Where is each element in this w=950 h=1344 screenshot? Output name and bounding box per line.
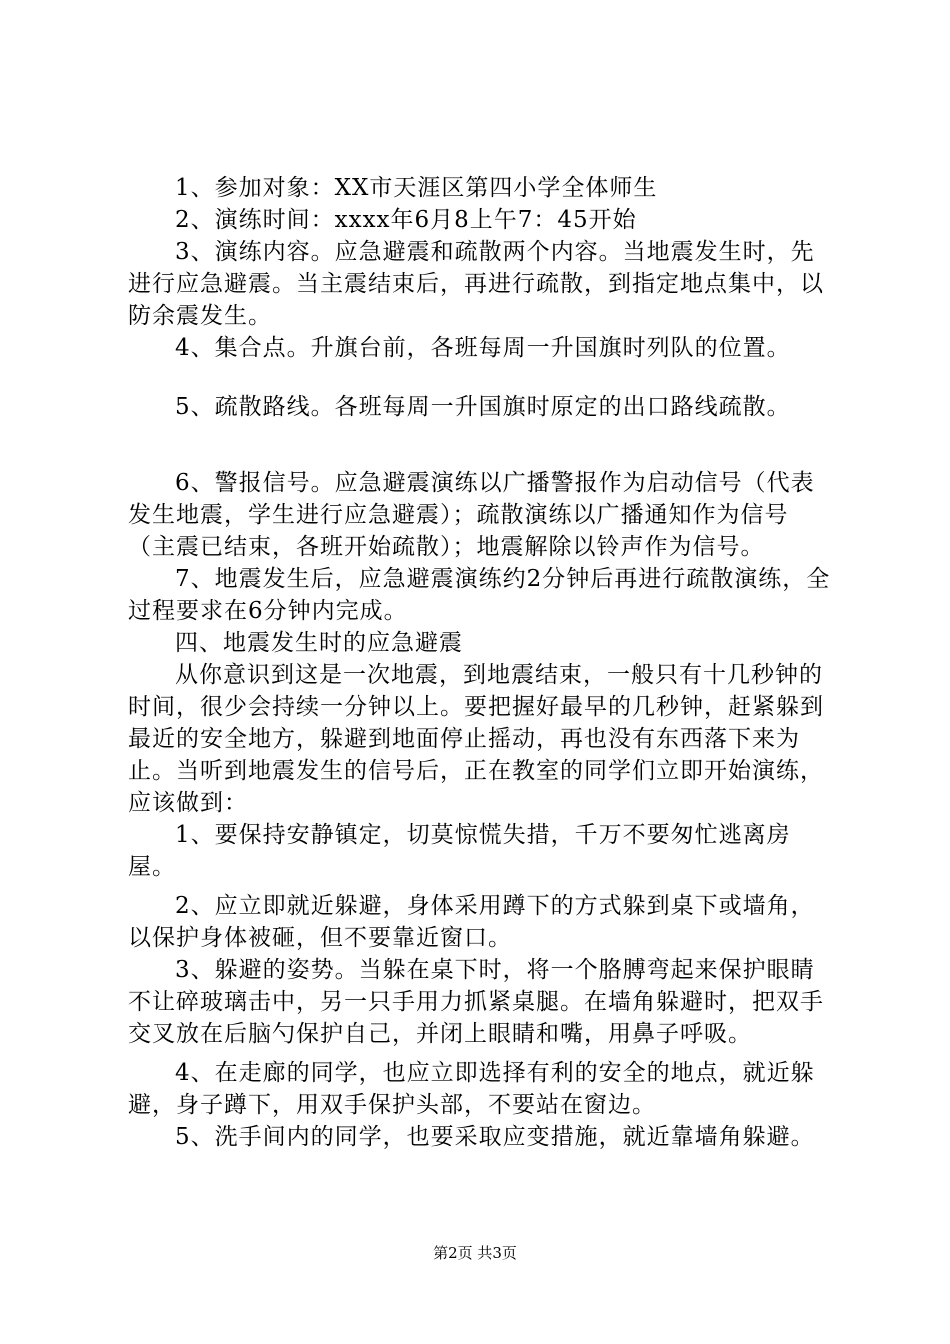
section-heading-emergency-shelter: 四、地震发生时的应急避震 (175, 630, 463, 656)
paragraph-restroom: 5、洗手间内的同学，也要采取应变措施，就近靠墙角躲避。 (175, 1124, 815, 1150)
paragraph-stay-calm: 1、要保持安静镇定，切莫惊慌失措，千万不要匆忙逃离房屋。 (128, 822, 791, 880)
paragraph-alarm-signal: 6、警报信号。应急避震演练以广播警报作为启动信号（代表发生地震，学生进行应急避震）；疏散演练以广播通知作为信号（主震已结束，各班开始疏散）；地震解除以铃声作为信号。 (128, 470, 815, 560)
paragraph-intro-shelter: 从你意识到这是一次地震，到地震结束，一般只有十几秒钟的时间，很少会持续一分钟以上。要把握好最早的几秒钟，赶紧躲到最近的安全地方，躲避到地面停止摇动，再也没有东西落下来为止。当听到地震发生的信号后，正在教室的同学们立即开始演练，应该做到： (128, 662, 824, 816)
paragraph-corridor: 4、在走廊的同学，也应立即选择有利的安全的地点，就近躲避，身子蹲下，用双手保护头部，不要站在窗边。 (128, 1060, 815, 1118)
paragraph-cover-posture: 3、躲避的姿势。当躲在桌下时，将一个胳膊弯起来保护眼睛不让碎玻璃击中，另一只手用力抓紧桌腿。在墙角躲避时，把双手交叉放在后脑勺保护自己，并闭上眼睛和嘴，用鼻子呼吸。 (128, 957, 824, 1047)
paragraph-evacuation-route: 5、疏散路线。各班每周一升国旗时原定的出口路线疏散。 (175, 394, 791, 420)
paragraph-assembly-point: 4、集合点。升旗台前，各班每周一升国旗时列队的位置。 (175, 335, 791, 361)
document-body (128, 172, 834, 1153)
paragraph-take-cover: 2、应立即就近躲避，身体采用蹲下的方式躲到桌下或墙角，以保护身体被砸，但不要靠近窗口。 (128, 893, 815, 951)
paragraph-participants: 1、参加对象：XX市天涯区第四小学全体师生 (175, 175, 658, 201)
paragraph-drill-content: 3、演练内容。应急避震和疏散两个内容。当地震发生时，先进行应急避震。当主震结束后，再进行疏散，到指定地点集中，以防余震发生。 (128, 239, 824, 329)
paragraph-after-quake: 7、地震发生后，应急避震演练约2分钟后再进行疏散演练，全过程要求在6分钟内完成。 (128, 566, 831, 624)
paragraph-drill-time: 2、演练时间：xxxx年6月8上午7：45开始 (175, 207, 637, 233)
page-number-footer: 第2页 共3页 (433, 1244, 517, 1262)
